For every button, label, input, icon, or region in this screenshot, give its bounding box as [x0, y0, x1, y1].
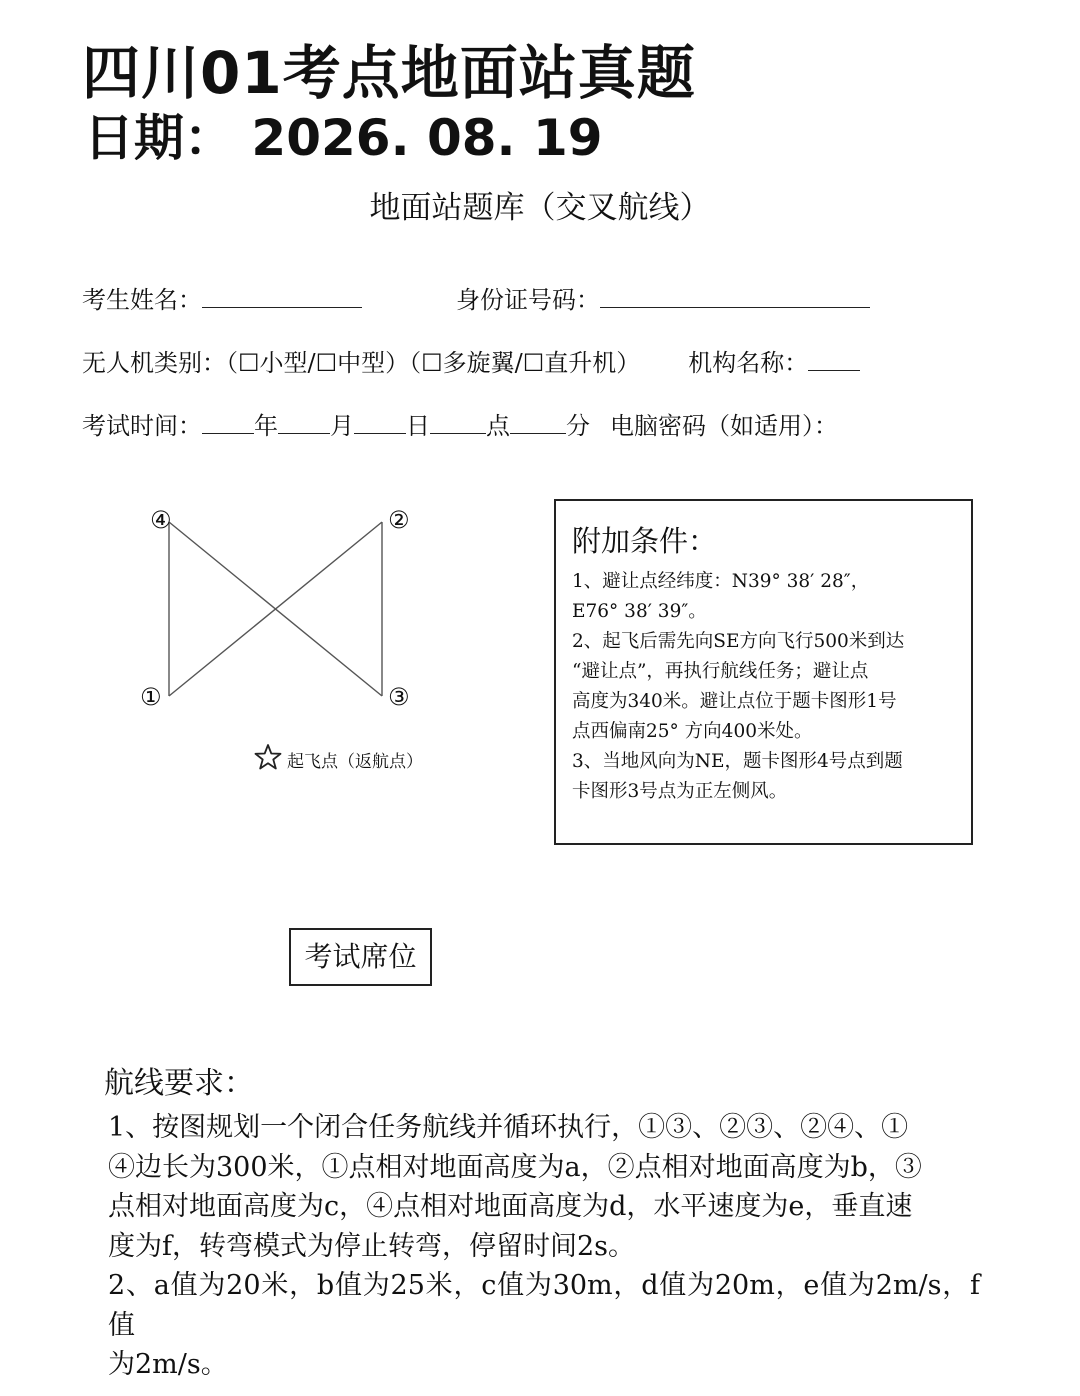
requirements-title: 航线要求： [104, 1066, 254, 1101]
org-blank [808, 370, 860, 371]
condition-line: 3、当地风向为NE，题卡图形4号点到题 [572, 751, 903, 772]
id-blank [600, 307, 870, 308]
day-label: 日 [406, 412, 430, 440]
point-4-label: ④ [150, 506, 172, 534]
condition-line: E76° 38′ 39″。 [572, 601, 707, 622]
id-label: 身份证号码： [456, 286, 600, 314]
password-label: 电脑密码（如适用）： [610, 412, 838, 440]
name-blank [202, 307, 362, 308]
condition-line: 1、避让点经纬度：N39° 38′ 28″， [572, 571, 870, 592]
requirements-body [108, 1108, 980, 1385]
exam-seat-box: 考试席位 [289, 928, 432, 986]
point-2-label: ② [388, 506, 410, 534]
condition-line: 高度为340米。避让点位于题卡图形1号 [572, 691, 897, 712]
hour-label: 点 [486, 412, 510, 440]
day-blank [354, 433, 406, 434]
month-label: 月 [330, 412, 354, 440]
org-label: 机构名称： [688, 349, 809, 377]
requirement-line: 1、按图规划一个闭合任务航线并循环执行，①③、②③、②④、① [108, 1112, 909, 1143]
year-label: 年 [254, 412, 278, 440]
requirement-line: 点相对地面高度为c，④点相对地面高度为d，水平速度为e，垂直速 [108, 1191, 913, 1222]
form-row-exam-time [82, 406, 838, 441]
conditions-list [572, 567, 952, 807]
requirement-line: 为2m/s。 [108, 1349, 228, 1380]
form-row-uav-type [82, 343, 860, 378]
page-title: 四川01考点地面站真题 [82, 39, 696, 107]
month-blank [278, 433, 330, 434]
form-row-name-id [82, 280, 870, 315]
point-1-label: ① [140, 683, 162, 711]
requirement-line: ④边长为300米，①点相对地面高度为a，②点相对地面高度为b，③ [108, 1151, 922, 1183]
minute-label: 分 [566, 412, 590, 440]
name-label: 考生姓名： [82, 286, 202, 314]
requirement-line: 度为f，转弯模式为停止转弯，停留时间2s。 [108, 1230, 636, 1262]
minute-blank [510, 433, 566, 434]
conditions-title: 附加条件： [572, 524, 718, 558]
uav-type-label: 无人机类别：（☐小型/☐中型）（☐多旋翼/☐直升机） [82, 349, 641, 377]
condition-line: 卡图形3号点为正左侧风。 [572, 781, 788, 802]
condition-line: 2、起飞后需先向SE方向飞行500米到达 [572, 631, 905, 652]
route-lines [169, 522, 382, 696]
home-point-label: 起飞点（返航点） [287, 752, 423, 772]
point-3-label: ③ [388, 683, 410, 711]
hour-blank [430, 433, 486, 434]
condition-line: “避让点”，再执行航线任务；避让点 [572, 661, 869, 682]
conditions-box [554, 499, 973, 845]
exam-date: 日期： 2026. 08. 19 [84, 109, 603, 167]
section-subtitle: 地面站题库（交叉航线） [369, 190, 711, 226]
year-blank [202, 433, 254, 434]
condition-line: 点西偏南25° 方向400米处。 [572, 721, 813, 742]
route-diagram [130, 500, 430, 720]
time-label: 考试时间： [82, 412, 202, 440]
requirement-line: 2、a值为20米，b值为25米，c值为30m，d值为20m，e值为2m/s，f值 [108, 1270, 980, 1341]
star-icon [254, 743, 282, 771]
